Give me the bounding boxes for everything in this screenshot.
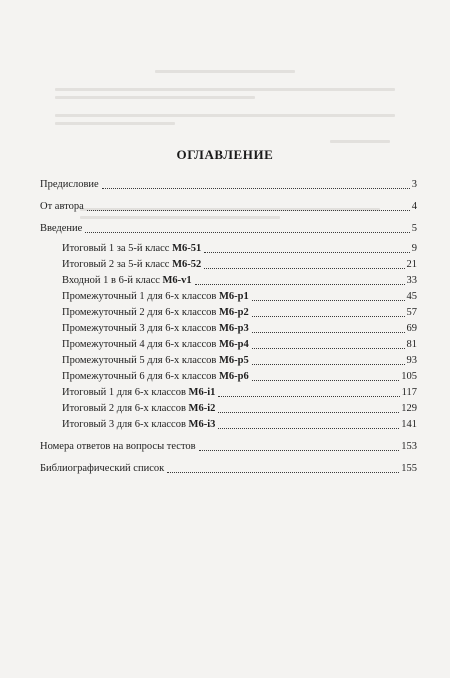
dot-leader bbox=[218, 395, 399, 397]
toc-entry-title: Итоговый 2 для 6-х классов bbox=[62, 403, 189, 414]
toc-page-number: 4 bbox=[411, 201, 417, 212]
toc-entry-title: Входной 1 в 6-й класс bbox=[62, 275, 163, 286]
toc-entry-title: Введение bbox=[40, 223, 83, 234]
toc-entry-title: Промежуточный 2 для 6-х классов bbox=[62, 307, 220, 318]
toc-page-number: 155 bbox=[401, 463, 417, 474]
toc-entry-title: Итоговый 3 для 6-х классов bbox=[62, 419, 189, 430]
toc-page-number: 21 bbox=[406, 259, 417, 270]
toc-entry-code: М6-р2 bbox=[219, 307, 249, 318]
dot-leader bbox=[252, 299, 405, 301]
toc-entry bbox=[62, 258, 417, 272]
toc-entry bbox=[40, 222, 417, 236]
toc-entry-title: Промежуточный 1 для 6-х классов bbox=[62, 291, 220, 302]
toc-entry-code: М6-51 bbox=[172, 243, 202, 254]
toc-entry-code: М6-р5 bbox=[219, 355, 249, 366]
toc-entry-title: Итоговый 2 за 5-й класс bbox=[62, 259, 173, 270]
toc-entry-title: Промежуточный 4 для 6-х классов bbox=[62, 339, 220, 350]
toc-page-number: 45 bbox=[406, 291, 417, 302]
toc-entry-title: От автора bbox=[40, 201, 84, 212]
toc-entry bbox=[62, 242, 417, 256]
toc-entry-code: М6-v1 bbox=[162, 275, 192, 286]
toc-entry-label bbox=[40, 178, 99, 192]
dot-leader bbox=[252, 315, 405, 317]
toc-entry bbox=[62, 386, 417, 400]
dot-leader bbox=[252, 379, 399, 381]
dot-leader bbox=[252, 363, 405, 365]
toc-entry-code: М6-р1 bbox=[219, 291, 249, 302]
toc-entry-label bbox=[62, 402, 215, 416]
toc-entry-title: Итоговый 1 за 5-й класс bbox=[62, 243, 173, 254]
toc-page-number: 105 bbox=[401, 371, 417, 382]
toc-entry bbox=[62, 338, 417, 352]
dot-leader bbox=[252, 347, 405, 349]
toc-entry bbox=[40, 178, 417, 192]
toc-page-number: 81 bbox=[406, 339, 417, 350]
toc-entry bbox=[62, 274, 417, 288]
toc-entry-label bbox=[62, 274, 192, 288]
toc-page-number: 141 bbox=[401, 419, 417, 430]
toc-entry-label bbox=[62, 386, 215, 400]
toc-entry-code: М6-р3 bbox=[219, 323, 249, 334]
toc-entry-label bbox=[40, 440, 196, 454]
toc-entry bbox=[40, 200, 417, 214]
toc-entry-label bbox=[40, 222, 82, 236]
toc-entry-label bbox=[62, 370, 249, 384]
toc-entry-label bbox=[62, 258, 201, 272]
dot-leader bbox=[195, 283, 405, 285]
toc-entry bbox=[62, 370, 417, 384]
toc-entry-title: Промежуточный 5 для 6-х классов bbox=[62, 355, 220, 366]
toc-entry-title: Номера ответов на вопросы тестов bbox=[40, 441, 196, 452]
toc-entry-label bbox=[62, 338, 249, 352]
toc-page-number: 5 bbox=[411, 223, 417, 234]
toc-entry bbox=[40, 462, 417, 476]
toc-entry-code: М6-i2 bbox=[188, 403, 216, 414]
dot-leader bbox=[87, 209, 410, 211]
toc-page-number: 117 bbox=[401, 387, 417, 398]
toc-entry-code: М6-i3 bbox=[188, 419, 216, 430]
toc-entry-title: Итоговый 1 для 6-х классов bbox=[62, 387, 189, 398]
toc-page-number: 153 bbox=[401, 441, 417, 452]
toc-entry bbox=[62, 306, 417, 320]
toc-page-number: 129 bbox=[401, 403, 417, 414]
toc-entry-label bbox=[62, 290, 249, 304]
toc-page-number: 33 bbox=[406, 275, 417, 286]
page-title: ОГЛАВЛЕНИЕ bbox=[176, 147, 274, 162]
toc-entry bbox=[40, 440, 417, 454]
toc-page-number: 3 bbox=[411, 179, 417, 190]
toc-page-number: 57 bbox=[406, 307, 417, 318]
dot-leader bbox=[199, 449, 400, 451]
toc-entry-title: Предисловие bbox=[40, 179, 99, 190]
toc-entry-label bbox=[62, 242, 201, 256]
dot-leader bbox=[218, 411, 399, 413]
toc-entry-code: М6-52 bbox=[172, 259, 202, 270]
dot-leader bbox=[102, 187, 410, 189]
toc-entry bbox=[62, 418, 417, 432]
toc-entry-label bbox=[62, 322, 249, 336]
dot-leader bbox=[204, 251, 409, 253]
dot-leader bbox=[167, 471, 399, 473]
toc-entry bbox=[62, 290, 417, 304]
dot-leader bbox=[252, 331, 405, 333]
toc-entry-label bbox=[62, 306, 249, 320]
toc-entry-code: М6-i1 bbox=[188, 387, 216, 398]
toc-entry-title: Библиографический список bbox=[40, 463, 165, 474]
toc-entry-title: Промежуточный 3 для 6-х классов bbox=[62, 323, 220, 334]
dot-leader bbox=[204, 267, 404, 269]
toc-page-number: 9 bbox=[411, 243, 417, 254]
toc-page-number: 93 bbox=[406, 355, 417, 366]
toc-entry-label bbox=[62, 418, 215, 432]
toc-entry-title: Промежуточный 6 для 6-х классов bbox=[62, 371, 220, 382]
toc-entry-code: М6-р4 bbox=[219, 339, 249, 350]
toc-entry-label bbox=[62, 354, 249, 368]
toc-entry-label bbox=[40, 200, 84, 214]
toc-entry bbox=[62, 354, 417, 368]
dot-leader bbox=[85, 231, 409, 233]
toc-entry bbox=[62, 322, 417, 336]
toc-entry-code: М6-р6 bbox=[219, 371, 249, 382]
toc-page-number: 69 bbox=[406, 323, 417, 334]
toc-entry bbox=[62, 402, 417, 416]
dot-leader bbox=[218, 427, 399, 429]
toc-entry-label bbox=[40, 462, 164, 476]
